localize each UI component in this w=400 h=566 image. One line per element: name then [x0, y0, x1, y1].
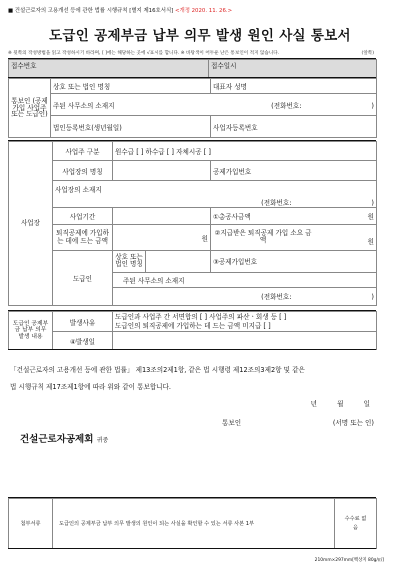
page-side-label: (앞쪽) — [361, 51, 374, 56]
contractor-address-cell[interactable] — [113, 272, 377, 287]
notifier-biz-label: 사업자등록번호 — [213, 123, 258, 132]
notifier-rep-cell[interactable] — [211, 79, 377, 94]
notifier-rep-label: 대표자 성명 — [213, 83, 247, 91]
receipt-number-label: 접수번호 — [11, 62, 37, 70]
site-name-field[interactable] — [113, 161, 211, 181]
notifier-section-text: 통보인 (공제가입 사업주 또는 도급인) — [11, 96, 48, 119]
period-label-cell — [53, 208, 113, 225]
cause-table — [8, 311, 377, 350]
occur-date-label-cell — [53, 332, 113, 350]
receipt-date-label: 접수일시 — [211, 62, 237, 70]
date-month: 월 — [337, 400, 344, 408]
paid-amount-label: ②지급받은 퇴직공제 가입 소요 금액 — [214, 228, 312, 244]
contractor-phone-close: ) — [371, 293, 374, 301]
total-amount-cell[interactable] — [211, 208, 377, 225]
notifier-corp-cell[interactable] — [51, 116, 211, 138]
join-no-label: 공제가입번호 — [213, 167, 252, 176]
revision-date: <개정 2020. 11. 26.> — [174, 8, 233, 14]
attachment-content-cell — [53, 499, 335, 549]
period-field[interactable] — [113, 208, 211, 225]
section-rule — [8, 349, 376, 350]
receipt-number-cell — [9, 60, 209, 78]
paid-amount-unit: 원 — [367, 237, 374, 246]
site-address-label: 사업장의 소재지 — [55, 186, 102, 194]
period-label: 사업기간 — [69, 213, 96, 221]
contractor-label-cell — [53, 251, 113, 306]
fee-text: 수수료 없 음 — [344, 516, 367, 531]
total-amount-label: ①총공사금액 — [213, 213, 251, 221]
mutual-fund-unit: 원 — [201, 234, 208, 243]
contractor-join-label: ③공제가입번호 — [213, 258, 258, 267]
mutual-fund-label: 퇴직공제에 가입하는 데에 드는 금액 — [55, 229, 110, 245]
bottom-rule — [8, 548, 376, 549]
receipt-table — [8, 59, 377, 78]
contractor-join-cell[interactable] — [211, 251, 377, 273]
notifier-section-label — [9, 79, 51, 138]
total-amount-unit: 원 — [367, 213, 374, 221]
attachment-table — [8, 498, 377, 549]
contractor-address-label: 주된 사무소의 소재지 — [123, 276, 185, 285]
form-reference — [8, 6, 232, 14]
notifier-company-cell[interactable] — [51, 79, 211, 94]
workplace-section-label — [9, 142, 53, 306]
occur-date-field[interactable] — [113, 332, 377, 350]
addressee-suffix: 귀중 — [96, 437, 109, 444]
contractor-company-cell[interactable] — [113, 251, 211, 273]
contractor-company-label: 상호 또는 법인 명칭 — [113, 251, 146, 272]
notifier-biz-cell[interactable] — [211, 116, 377, 138]
notifier-company-label: 상호 또는 법인 명칭 — [53, 83, 111, 91]
contractor-label: 도급인 — [72, 274, 93, 283]
cause-section-text: 도급인 공제부금 납부 의무 발생 내용 — [12, 321, 49, 340]
mutual-fund-field[interactable] — [113, 225, 211, 251]
contractor-phone-label: (전화번호: — [261, 293, 292, 301]
cause-section-label — [9, 312, 53, 350]
notifier-corp-label: 법인등록번호(생년월일) — [53, 123, 122, 132]
reason-label-cell — [53, 312, 113, 332]
reason-line-1: 도급인과 사업주 간 서면합의 [ ] 사업주의 파산ㆍ회생 등 [ ] — [115, 313, 287, 322]
date-day: 일 — [363, 400, 370, 408]
biz-type-options[interactable] — [113, 142, 377, 161]
attachment-content: 도급인의 공제부금 납부 의무 발생의 원인이 되는 사실을 확인할 수 있는 서류 사본 1부 — [59, 521, 255, 527]
notifier-phone-close: ) — [371, 101, 374, 110]
biz-type-label: 사업주 구분 — [65, 148, 100, 156]
biz-type-label-cell — [53, 142, 113, 161]
attachment-label: 첨부서류 — [20, 521, 41, 527]
paid-amount-cell[interactable] — [211, 225, 377, 251]
site-name-label-cell — [53, 161, 113, 181]
mutual-fund-label-cell — [53, 225, 113, 251]
statement-line-2: 법 시행규칙 제17조제1항에 따라 위와 같이 통보합니다. — [10, 383, 172, 391]
submission-date[interactable] — [311, 398, 370, 408]
fee-cell — [335, 499, 377, 549]
receipt-date-cell — [209, 60, 377, 78]
addressee — [20, 431, 108, 445]
reason-line-2: 도급인의 퇴직공제에 가입하는 데 드는 금액 미지급 [ ] — [115, 321, 271, 330]
site-name-label: 사업장의 명칭 — [62, 167, 103, 176]
site-phone-label: (전화번호: — [261, 199, 292, 207]
reason-label: 발생사유 — [69, 318, 96, 327]
notifier-phone-label: (전화번호: — [271, 101, 302, 110]
notifier-phone — [271, 100, 374, 110]
join-no-cell[interactable] — [211, 161, 377, 181]
instruction-note: ※ 뒷쪽의 작성방법을 읽고 작성하시기 바라며, [ ]에는 해당하는 곳에 √표시를 합니다. ※ 바탕색이 어두운 난은 통보인이 적지 않습니다. — [8, 51, 280, 56]
site-address-cell[interactable] — [53, 181, 377, 208]
statement-line-1: 「건설근로자의 고용개선 등에 관한 법률」 제13조의2제1항, 같은 법 시행령 제12조의3제2항 및 같은 — [10, 366, 305, 374]
contractor-phone-cell[interactable] — [113, 287, 377, 305]
signature-field[interactable]: (서명 또는 인) — [332, 419, 374, 427]
notifier-table — [8, 78, 377, 138]
site-phone — [55, 197, 374, 207]
paper-spec: 210mm×297mm[백상지 80g/㎡] — [314, 558, 384, 563]
statement — [10, 362, 376, 396]
workplace-section-text: 사업장 — [20, 218, 41, 227]
reason-options[interactable] — [113, 312, 377, 332]
page-title: 도급인 공제부금 납부 의무 발생 원인 사실 통보서 — [49, 28, 351, 44]
attachment-label-cell — [9, 499, 53, 549]
site-phone-close: ) — [371, 199, 374, 207]
addressee-name: 건설근로자공제회 — [20, 434, 94, 445]
workplace-table — [8, 141, 377, 306]
biz-type-options-text: 원수급 [ ] 하수급 [ ] 자체시공 [ ] — [115, 148, 211, 156]
form-ref-text: ■ 건설근로자의 고용개선 등에 관한 법률 시행규칙 [별지 제16호서식] — [8, 8, 174, 14]
signer-label: 통보인 — [222, 419, 242, 427]
notifier-address-label: 주된 사무소의 소재지 — [53, 101, 115, 110]
notifier-address-cell[interactable] — [51, 94, 377, 116]
occur-date-label: ④발생일 — [69, 337, 96, 346]
date-year: 년 — [310, 400, 318, 408]
